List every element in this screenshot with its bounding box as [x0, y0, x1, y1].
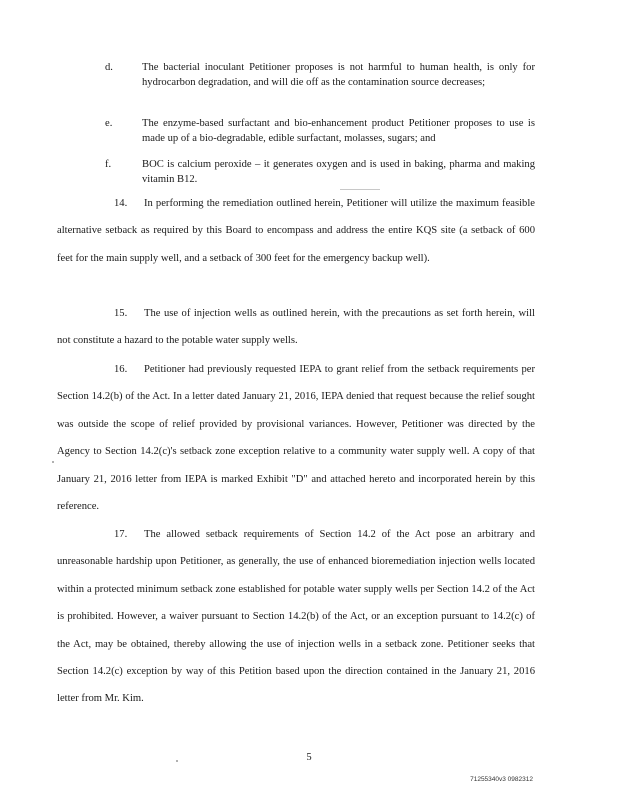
list-item-text: BOC is calcium peroxide – it generates oxygen and is used in baking, pharma and making vitamin B12.: [142, 159, 535, 185]
paragraph-number: 16.: [114, 364, 128, 375]
list-item-d: [105, 60, 535, 90]
paragraph-text: Petitioner had previously requested IEPA to grant relief from the setback requirements per Section 14.2(b) of the Act. In a letter dated January 21, 2016, IEPA denied that request because the relief sought was outside the scope of relief provided by provisional variances. However, Petitioner was directed by the Agency to Section 14.2(c)'s setback zone exception relative to a community water supply well. A copy of that January 21, 2016 letter from IEPA is marked Exhibit "D" and attached hereto and incorporated herein by this reference.: [57, 364, 535, 513]
paragraph-text: The use of injection wells as outlined herein, with the precautions as set forth herein, will not constitute a hazard to the potable water supply wells.: [57, 308, 535, 347]
list-item-text: The enzyme-based surfactant and bio-enhancement product Petitioner proposes to use is made up of a bio-degradable, edible surfactant, molasses, sugars; and: [142, 118, 535, 144]
paragraph-15: [57, 300, 535, 355]
paragraph-14: [57, 190, 535, 272]
paragraph-number: 17.: [114, 529, 128, 540]
paragraph-text: In performing the remediation outlined herein, Petitioner will utilize the maximum feasible alternative setback as required by this Board to encompass and address the entire KQS site (a setback of 600 feet for the main supply well, and a setback of 300 feet for the emergency backup well).: [57, 198, 535, 264]
list-item-label: f.: [105, 159, 112, 170]
paragraph-text: The allowed setback requirements of Section 14.2 of the Act pose an arbitrary and unreasonable hardship upon Petitioner, as generally, the use of enhanced bioremediation injection wells located within a protected minimum setback zone established for potable water supply wells per Section 14.2 of the Act is prohibited. However, a waiver pursuant to Section 14.2(b) of the Act, or an exception pursuant to 14.2(c) of the Act, may be obtained, thereby allowing the use of injection wells in a setback zone. Petitioner seeks that Section 14.2(c) exception by way of this Petition based upon the direction contained in the January 21, 2016 letter from Mr. Kim.: [57, 529, 535, 705]
paragraph-number: 14.: [114, 198, 128, 209]
list-item-text: The bacterial inoculant Petitioner proposes is not harmful to human health, is only for hydrocarbon degradation, and will die off as the contamination source decreases;: [142, 62, 535, 88]
scan-speck: [52, 461, 54, 463]
paragraph-16: [57, 356, 535, 520]
document-id: 71255340v3 0982312: [470, 776, 533, 783]
list-item-f: [105, 157, 535, 187]
paragraph-17: [57, 521, 535, 713]
list-item-e: [105, 116, 535, 146]
page-number: 5: [306, 752, 312, 763]
list-item-label: e.: [105, 118, 113, 129]
paragraph-number: 15.: [114, 308, 128, 319]
list-item-label: d.: [105, 62, 113, 73]
